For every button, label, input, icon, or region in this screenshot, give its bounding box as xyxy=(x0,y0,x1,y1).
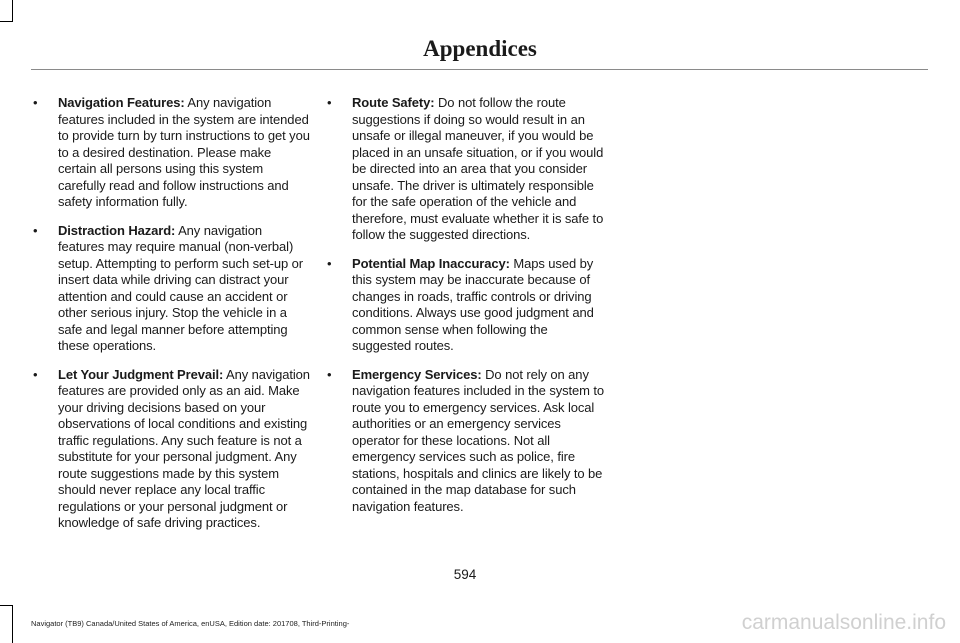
item-text: Do not follow the route suggestions if doing so would result in an unsafe or illegal maneuver, if you would be placed in an unsafe situation, or if you would be directed into an area that you consider unsafe. The driver is ultimately responsible for the safe operation of the vehicle and therefore, must evaluate whether it is safe to follow the suggested directions. xyxy=(352,95,604,242)
item-term: Navigation Features: xyxy=(58,95,185,110)
list-item xyxy=(33,223,311,355)
item-text: Any navigation features are provided only as an aid. Make your driving decisions based on your observations of local conditions and existing traffic regulations. Any such feature is not a substitute for your personal judgment. Any route suggestions made by this system should never replace any local traffic regulations or your personal judgment or knowledge of safe driving practices. xyxy=(58,366,310,530)
list-item xyxy=(327,95,605,244)
bullet-icon: • xyxy=(327,95,332,110)
page-title: Appendices xyxy=(423,36,537,61)
watermark: carmanualsonline.info xyxy=(741,611,946,634)
item-term: Route Safety: xyxy=(352,95,435,110)
bullet-icon: • xyxy=(327,366,332,382)
item-term: Emergency Services: xyxy=(352,366,482,382)
bullet-icon: • xyxy=(33,366,38,382)
list-item xyxy=(33,367,311,532)
left-column xyxy=(33,95,311,544)
list-item xyxy=(33,95,311,211)
right-column xyxy=(327,95,605,527)
item-text: Any navigation features included in the system are intended to provide turn by turn instructions to get you to a desired destination. Please make certain all persons using this system carefully read and follow instructions and safety information fully. xyxy=(58,95,310,209)
page-number: 594 xyxy=(453,567,477,582)
edition-footer: Navigator (TB9) Canada/United States of America, enUSA, Edition date: 201708, Third-Printing- xyxy=(31,619,350,628)
list-item xyxy=(327,256,605,355)
item-term: Let Your Judgment Prevail: xyxy=(58,366,224,382)
crop-mark-bottom-left-h xyxy=(0,605,13,606)
header-divider xyxy=(31,69,928,70)
item-term: Potential Map Inaccuracy: xyxy=(352,255,510,271)
crop-mark-bottom-left-v xyxy=(12,605,13,643)
item-text: Maps used by this system may be inaccurate because of changes in roads, traffic controls or driving conditions. Always use good judgment and common sense when following the suggested routes. xyxy=(352,255,594,353)
bullet-icon: • xyxy=(33,222,38,238)
list-item xyxy=(327,367,605,516)
bullet-icon: • xyxy=(327,255,332,271)
crop-mark-top-left-h xyxy=(0,21,13,22)
item-term: Distraction Hazard: xyxy=(58,222,176,238)
item-text: Any navigation features may require manual (non-verbal) setup. Attempting to perform such set-up or insert data while driving can distract your attention and could cause an accident or other serious injury. Stop the vehicle in a safe and legal manner before attempting these operations. xyxy=(58,222,303,353)
crop-mark-top-left-v xyxy=(12,0,13,22)
item-text: Do not rely on any navigation features included in the system to route you to emergency services. Ask local authorities or an emergency services operator for these locations. Not all emergency services such as police, fire stations, hospitals and clinics are likely to be contained in the map database for such navigation features. xyxy=(352,366,605,514)
bullet-icon: • xyxy=(33,95,38,110)
